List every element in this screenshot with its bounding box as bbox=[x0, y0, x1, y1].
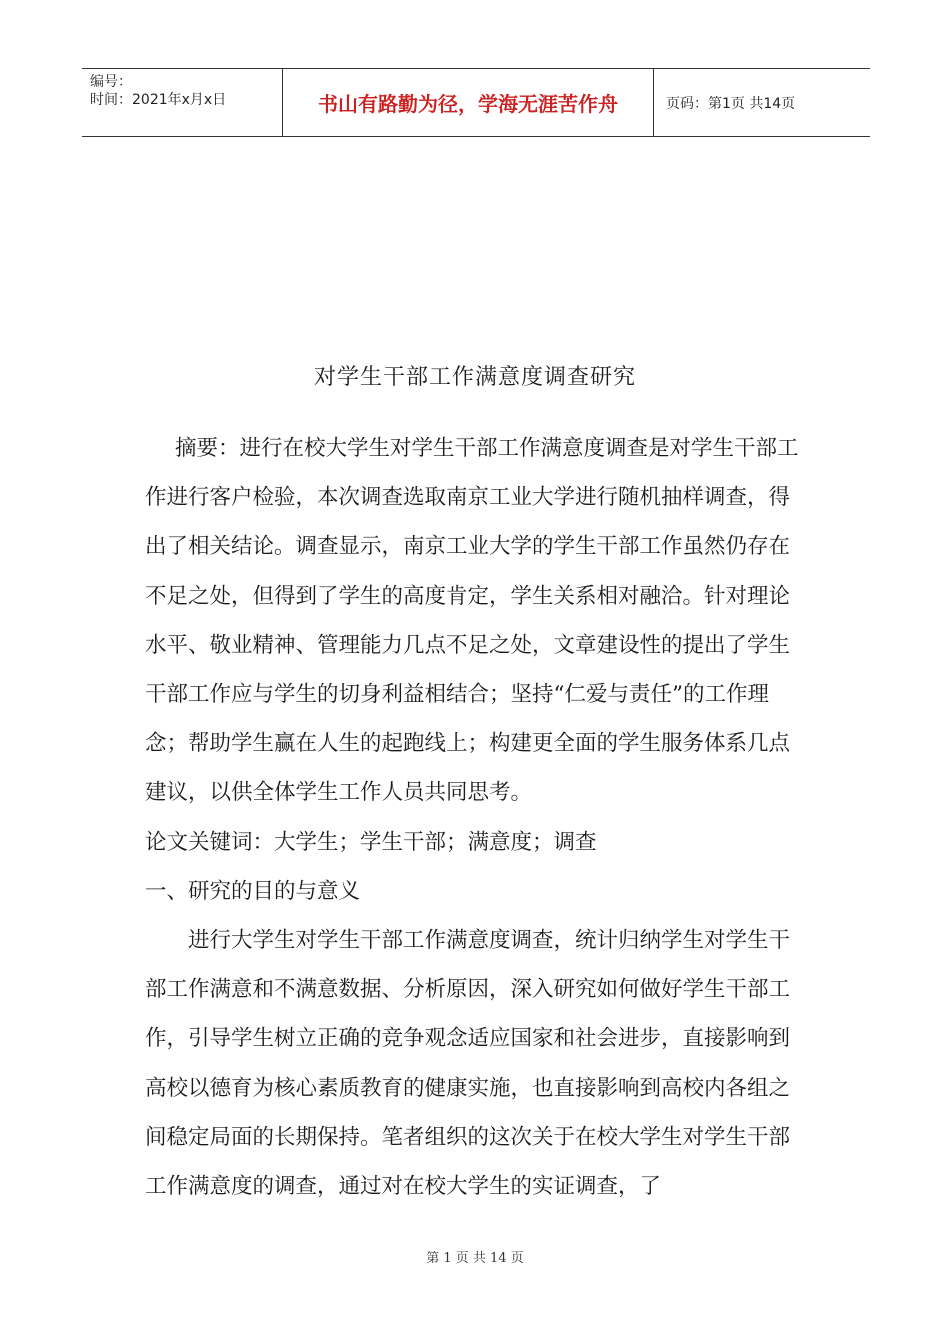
page-footer: 第 1 页 共 14 页 bbox=[426, 1251, 524, 1266]
date-label: 时间：2021年x月x日 bbox=[90, 92, 227, 108]
document-header bbox=[82, 68, 870, 137]
header-motto: 书山有路勤为径，学海无涯苦作舟 bbox=[282, 69, 654, 136]
abstract-paragraph: 摘要：进行在校大学生对学生干部工作满意度调查是对学生干部工作进行客户检验，本次调查选取南京工业大学进行随机抽样调查，得出了相关结论。调查显示，南京工业大学的学生干部工作虽然仍存在不足之处，但得到了学生的高度肯定，学生关系相对融洽。针对理论水平、敬业精神、管理能力几点不足之处，文章建设性的提出了学生干部工作应与学生的切身利益相结合；坚持“仁爱与责任”的工作理念；帮助学生赢在人生的起跑线上；构建更全面的学生服务体系几点建议，以供全体学生工作人员共同思考。 bbox=[145, 436, 799, 806]
document-body bbox=[145, 424, 805, 1211]
body-paragraph: 进行大学生对学生干部工作满意度调查，统计归纳学生对学生干部工作满意和不满意数据、分析原因，深入研究如何做好学生干部工作，引导学生树立正确的竞争观念适应国家和社会进步，直接影响到高校以德育为核心素质教育的健康实施，也直接影响到高校内各组之间稳定局面的长期保持。笔者组织的这次关于在校大学生对学生干部工作满意度的调查，通过对在校大学生的实证调查，了 bbox=[145, 928, 791, 1200]
header-meta bbox=[82, 69, 282, 136]
document-title: 对学生干部工作满意度调查研究 bbox=[313, 365, 636, 390]
header-page-info: 页码：第1页 共14页 bbox=[666, 95, 796, 112]
section-heading: 一、研究的目的与意义 bbox=[145, 878, 361, 904]
number-label: 编号： bbox=[90, 74, 132, 90]
keywords-line: 论文关键词：大学生；学生干部；满意度；调查 bbox=[145, 829, 597, 855]
